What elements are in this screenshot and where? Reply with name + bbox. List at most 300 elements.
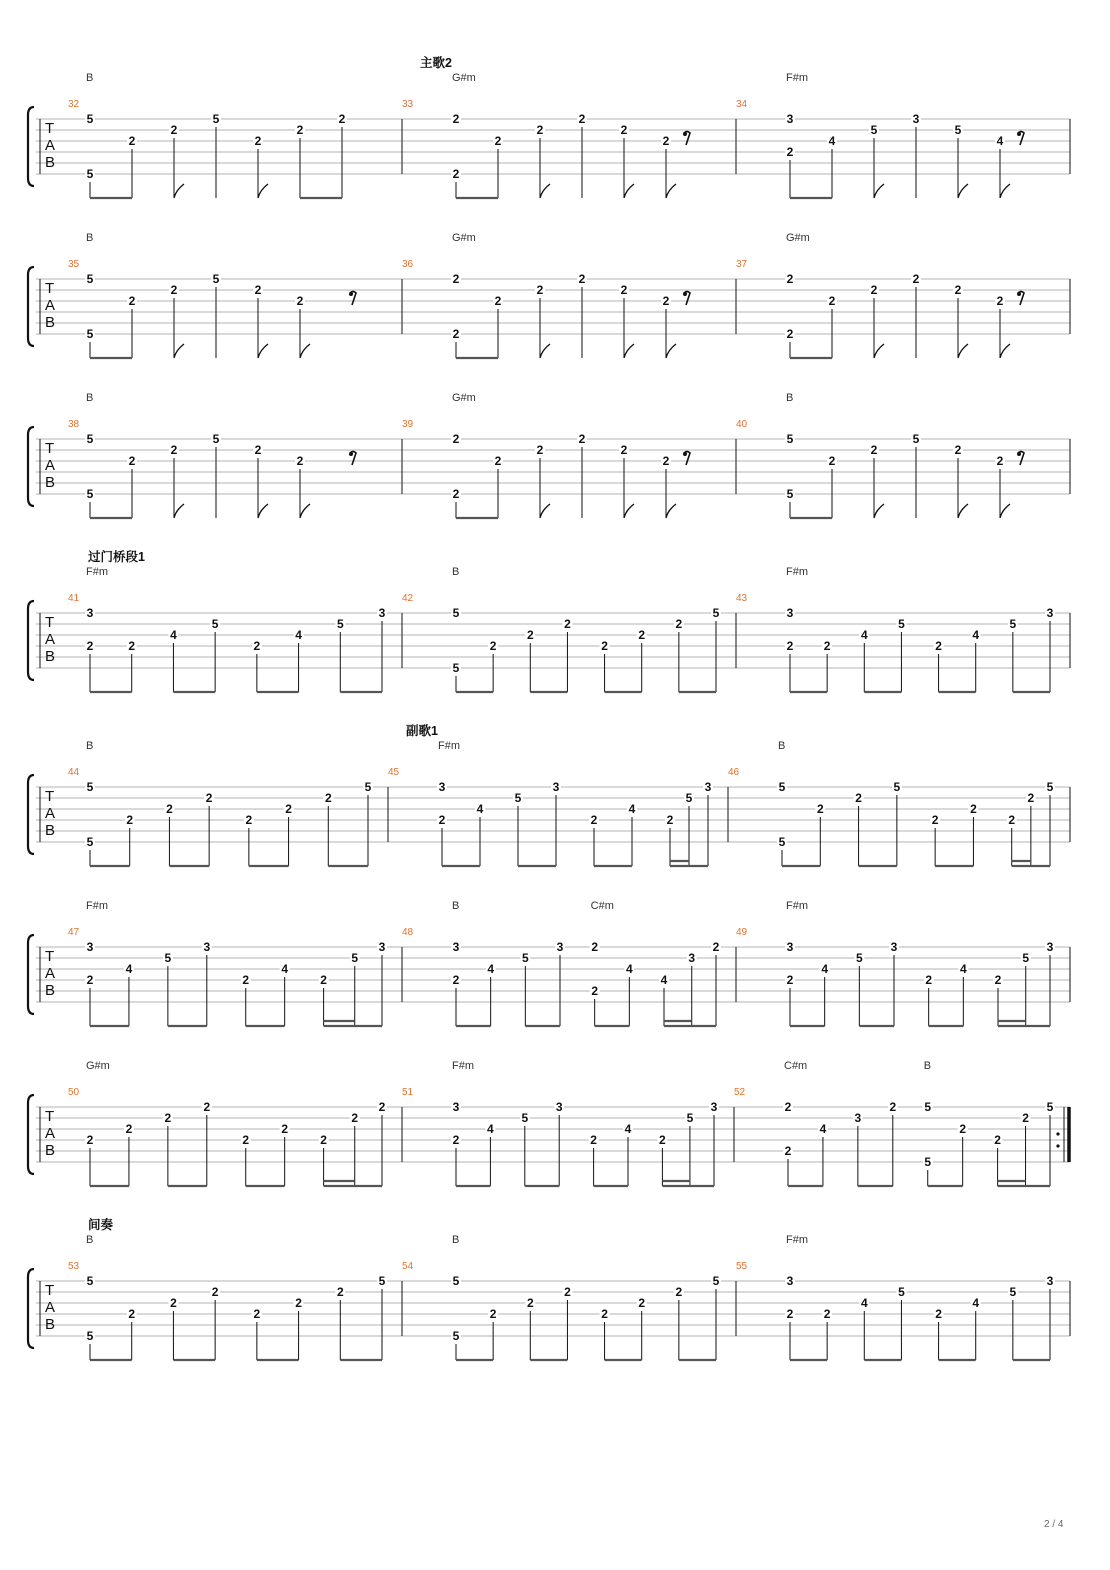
chord-name: B (86, 232, 94, 244)
fret-number: 5 (712, 1274, 720, 1288)
fret-number: 3 (555, 1100, 563, 1114)
fret-number: 3 (1046, 940, 1054, 954)
fret-number: 2 (452, 487, 460, 501)
note-flag (540, 184, 550, 198)
fret-number: 5 (778, 835, 786, 849)
fret-number: 4 (487, 962, 495, 976)
fret-number: 2 (203, 1100, 211, 1114)
fret-number: 3 (1046, 606, 1054, 620)
note-flag (540, 344, 550, 358)
fret-number: 2 (870, 443, 878, 457)
fret-number: 2 (590, 813, 598, 827)
fret-number: 2 (578, 272, 586, 286)
fret-number: 4 (628, 802, 636, 816)
fret-number: 2 (675, 617, 683, 631)
fret-number: 2 (320, 973, 327, 987)
chord-name: B (786, 392, 794, 404)
fret-number: 5 (211, 617, 219, 631)
tab-clef-letter: B (45, 982, 56, 999)
fret-number: 5 (351, 951, 359, 965)
fret-number: 2 (296, 294, 304, 308)
fret-number: 2 (823, 639, 831, 653)
bar-number: 53 (68, 1261, 80, 1272)
fret-number: 2 (959, 1122, 967, 1136)
fret-number: 2 (170, 1296, 177, 1310)
fret-number: 2 (994, 973, 1002, 987)
fret-number: 5 (86, 272, 94, 286)
fret-number: 2 (536, 123, 544, 137)
fret-number: 2 (242, 973, 250, 987)
fret-number: 2 (452, 272, 460, 286)
fret-number: 2 (126, 813, 134, 827)
fret-number: 3 (710, 1100, 718, 1114)
fret-number: 2 (675, 1285, 683, 1299)
fret-number: 2 (996, 294, 1004, 308)
fret-number: 2 (438, 813, 446, 827)
note-flag (174, 344, 184, 358)
fret-number: 2 (1008, 813, 1016, 827)
fret-number: 2 (784, 1144, 792, 1158)
chord-name: B (778, 740, 786, 752)
fret-number: 2 (526, 1296, 534, 1310)
fret-number: 4 (281, 962, 289, 976)
fret-number: 5 (86, 1274, 94, 1288)
tab-system (28, 392, 1070, 518)
fret-number: 2 (378, 1100, 386, 1114)
fret-number: 2 (296, 123, 304, 137)
fret-number: 2 (86, 639, 94, 653)
fret-number: 2 (712, 940, 720, 954)
fret-number: 2 (489, 1307, 497, 1321)
fret-number: 2 (816, 802, 824, 816)
tab-clef-letter: A (45, 631, 56, 648)
fret-number: 3 (452, 1100, 460, 1114)
fret-number: 3 (203, 940, 211, 954)
fret-number: 2 (254, 134, 262, 148)
note-flag (258, 504, 268, 518)
fret-number: 2 (452, 167, 460, 181)
fret-number: 4 (819, 1122, 827, 1136)
fret-number: 2 (578, 432, 586, 446)
fret-number: 5 (786, 487, 794, 501)
fret-number: 5 (686, 1111, 694, 1125)
fret-number: 4 (860, 1296, 868, 1310)
fret-number: 5 (164, 951, 172, 965)
fret-number: 2 (128, 1307, 136, 1321)
eighth-rest-dot (349, 452, 353, 456)
fret-number: 2 (786, 272, 794, 286)
fret-number: 2 (128, 134, 136, 148)
fret-number: 2 (996, 454, 1004, 468)
fret-number: 2 (296, 454, 304, 468)
fret-number: 2 (786, 145, 794, 159)
note-flag (624, 184, 634, 198)
fret-number: 2 (970, 802, 977, 816)
fret-number: 2 (662, 294, 670, 308)
chord-name: F#m (786, 900, 808, 912)
fret-number: 5 (212, 272, 220, 286)
fret-number: 2 (590, 1133, 597, 1147)
fret-number: 5 (870, 123, 878, 137)
note-flag (666, 504, 676, 518)
fret-number: 2 (86, 1133, 94, 1147)
bar-number: 50 (68, 1087, 80, 1098)
fret-number: 3 (378, 940, 386, 954)
fret-number: 2 (536, 283, 544, 297)
fret-number: 2 (620, 283, 628, 297)
bar-number: 41 (68, 593, 80, 604)
fret-number: 2 (285, 802, 292, 816)
tab-system (28, 232, 1070, 358)
tab-clef-letter: B (45, 1142, 56, 1159)
chord-name: F#m (438, 740, 460, 752)
tab-clef-letter: B (45, 1316, 56, 1333)
fret-number: 5 (1022, 951, 1030, 965)
fret-number: 2 (245, 813, 253, 827)
tab-system (28, 1060, 1070, 1186)
fret-number: 3 (552, 780, 560, 794)
fret-number: 5 (336, 617, 344, 631)
fret-number: 2 (254, 443, 262, 457)
fret-number: 2 (786, 327, 794, 341)
bar-number: 51 (402, 1087, 414, 1098)
note-flag (174, 184, 184, 198)
tab-system (28, 900, 1070, 1026)
fret-number: 2 (295, 1296, 302, 1310)
fret-number: 2 (452, 1133, 460, 1147)
fret-number: 3 (912, 112, 920, 126)
chord-name: F#m (86, 900, 108, 912)
fret-number: 2 (786, 973, 794, 987)
fret-number: 2 (935, 1307, 942, 1321)
fret-number: 3 (1046, 1274, 1054, 1288)
bar-number: 34 (736, 99, 748, 110)
fret-number: 4 (959, 962, 967, 976)
fret-number: 5 (364, 780, 372, 794)
fret-number: 2 (925, 973, 933, 987)
bar-number: 39 (402, 419, 414, 430)
fret-number: 5 (893, 780, 901, 794)
fret-number: 2 (452, 112, 460, 126)
fret-number: 2 (205, 791, 213, 805)
fret-number: 2 (166, 802, 173, 816)
chord-name: F#m (786, 1234, 808, 1246)
fret-number: 2 (324, 791, 332, 805)
system-bracket (28, 1095, 34, 1174)
chord-name: B (86, 392, 94, 404)
page-number: 2 / 4 (1044, 1519, 1064, 1530)
system-bracket (28, 427, 34, 506)
fret-number: 2 (351, 1111, 359, 1125)
chord-name: B (86, 1234, 94, 1246)
fret-number: 5 (86, 780, 94, 794)
chord-name: C#m (590, 900, 614, 912)
tab-clef-letter: B (45, 822, 56, 839)
fret-number: 2 (170, 443, 178, 457)
bar-number: 40 (736, 419, 748, 430)
fret-number: 2 (320, 1133, 327, 1147)
fret-number: 4 (972, 1296, 980, 1310)
eighth-rest-dot (683, 452, 687, 456)
fret-number: 2 (786, 1307, 794, 1321)
fret-number: 2 (253, 639, 261, 653)
fret-number: 2 (86, 973, 94, 987)
fret-number: 2 (784, 1100, 792, 1114)
section-label: 主歌2 (420, 56, 452, 70)
fret-number: 5 (521, 951, 529, 965)
note-flag (666, 344, 676, 358)
fret-number: 3 (786, 940, 794, 954)
system-bracket (28, 775, 34, 854)
system-bracket (28, 267, 34, 346)
note-flag (624, 344, 634, 358)
fret-number: 2 (591, 984, 599, 998)
fret-number: 3 (854, 1111, 862, 1125)
fret-number: 2 (638, 628, 646, 642)
fret-number: 4 (821, 962, 829, 976)
bar-number: 33 (402, 99, 414, 110)
bar-number: 55 (736, 1261, 748, 1272)
fret-number: 5 (452, 1329, 460, 1343)
fret-number: 5 (378, 1274, 386, 1288)
fret-number: 5 (786, 432, 794, 446)
note-flag (258, 344, 268, 358)
bar-number: 52 (734, 1087, 746, 1098)
fret-number: 5 (898, 1285, 905, 1299)
note-flag (1000, 184, 1010, 198)
note-flag (874, 504, 884, 518)
bar-number: 35 (68, 259, 80, 270)
fret-number: 2 (564, 617, 571, 631)
fret-number: 2 (254, 283, 262, 297)
fret-number: 2 (242, 1133, 250, 1147)
chord-name: G#m (452, 232, 476, 244)
fret-number: 2 (662, 134, 670, 148)
bar-number: 42 (402, 593, 414, 604)
note-flag (958, 184, 968, 198)
bar-number: 43 (736, 593, 748, 604)
fret-number: 2 (931, 813, 939, 827)
chord-name: G#m (452, 72, 476, 84)
fret-number: 2 (494, 454, 502, 468)
fret-number: 2 (170, 283, 178, 297)
note-flag (300, 344, 310, 358)
note-flag (174, 504, 184, 518)
fret-number: 2 (666, 813, 674, 827)
note-flag (540, 504, 550, 518)
chord-name: C#m (784, 1060, 808, 1072)
note-flag (958, 504, 968, 518)
fret-number: 2 (526, 628, 534, 642)
tab-clef-letter: T (45, 1282, 55, 1299)
tab-clef-letter: A (45, 805, 56, 822)
fret-number: 5 (86, 1329, 94, 1343)
chord-name: F#m (86, 566, 108, 578)
fret-number: 5 (86, 487, 94, 501)
tab-clef-letter: B (45, 314, 56, 331)
tab-system (28, 723, 1070, 866)
tab-clef-letter: B (45, 474, 56, 491)
fret-number: 4 (972, 628, 980, 642)
chord-name: B (923, 1060, 932, 1072)
fret-number: 4 (996, 134, 1004, 148)
fret-number: 5 (778, 780, 786, 794)
chord-name: G#m (86, 1060, 110, 1072)
fret-number: 3 (86, 606, 94, 620)
tab-clef-letter: T (45, 440, 55, 457)
fret-number: 2 (662, 454, 670, 468)
fret-number: 5 (452, 661, 460, 675)
eighth-rest-dot (349, 292, 353, 296)
fret-number: 3 (786, 1274, 794, 1288)
fret-number: 5 (86, 327, 94, 341)
tab-clef-letter: T (45, 1108, 55, 1125)
eighth-rest-dot (683, 292, 687, 296)
eighth-rest-dot (1017, 132, 1021, 136)
fret-number: 5 (1046, 780, 1054, 794)
section-label: 过门桥段1 (88, 550, 145, 564)
fret-number: 5 (1009, 617, 1017, 631)
chord-name: F#m (452, 1060, 474, 1072)
fret-number: 4 (860, 628, 868, 642)
fret-number: 2 (994, 1133, 1001, 1147)
fret-number: 3 (786, 606, 794, 620)
tab-system (28, 1217, 1070, 1360)
fret-number: 2 (620, 443, 628, 457)
tab-clef-letter: A (45, 297, 56, 314)
note-flag (1000, 344, 1010, 358)
bar-number: 38 (68, 419, 80, 430)
fret-number: 4 (476, 802, 484, 816)
fret-number: 2 (870, 283, 878, 297)
chord-name: B (86, 72, 94, 84)
fret-number: 2 (1022, 1111, 1029, 1125)
fret-number: 3 (786, 112, 794, 126)
fret-number: 2 (786, 639, 794, 653)
fret-number: 5 (1009, 1285, 1017, 1299)
chord-name: B (452, 1234, 460, 1246)
fret-number: 2 (536, 443, 544, 457)
chord-name: G#m (786, 232, 810, 244)
fret-number: 2 (601, 1307, 608, 1321)
fret-number: 5 (86, 112, 94, 126)
fret-number: 4 (295, 628, 302, 642)
fret-number: 5 (924, 1155, 932, 1169)
fret-number: 2 (452, 432, 460, 446)
tab-system (28, 549, 1070, 692)
fret-number: 5 (86, 432, 94, 446)
system-bracket (28, 935, 34, 1014)
note-flag (624, 504, 634, 518)
fret-number: 2 (638, 1296, 646, 1310)
tab-clef-letter: A (45, 457, 56, 474)
tab-clef-letter: T (45, 280, 55, 297)
note-flag (874, 184, 884, 198)
tab-clef-letter: B (45, 648, 56, 665)
bar-number: 54 (402, 1261, 414, 1272)
chord-name: G#m (452, 392, 476, 404)
fret-number: 3 (86, 940, 94, 954)
fret-number: 2 (591, 940, 599, 954)
system-bracket (28, 1269, 34, 1348)
fret-number: 2 (823, 1307, 831, 1321)
tab-system (28, 55, 1070, 198)
bar-number: 37 (736, 259, 748, 270)
eighth-rest-dot (1017, 452, 1021, 456)
fret-number: 2 (253, 1307, 261, 1321)
bar-number: 49 (736, 927, 748, 938)
fret-number: 5 (86, 167, 94, 181)
system-bracket (28, 107, 34, 186)
fret-number: 2 (164, 1111, 172, 1125)
fret-number: 5 (1046, 1100, 1054, 1114)
fret-number: 5 (912, 432, 920, 446)
chord-name: B (452, 900, 460, 912)
tab-clef-letter: T (45, 788, 55, 805)
fret-number: 4 (624, 1122, 632, 1136)
fret-number: 2 (912, 272, 920, 286)
fret-number: 3 (688, 951, 696, 965)
fret-number: 2 (828, 454, 836, 468)
fret-number: 5 (954, 123, 962, 137)
fret-number: 2 (564, 1285, 571, 1299)
fret-number: 2 (336, 1285, 344, 1299)
tab-clef-letter: T (45, 120, 55, 137)
bar-number: 47 (68, 927, 80, 938)
fret-number: 2 (338, 112, 346, 126)
bar-number: 46 (728, 767, 740, 778)
fret-number: 4 (828, 134, 836, 148)
fret-number: 2 (281, 1122, 289, 1136)
chord-name: F#m (786, 72, 808, 84)
tab-clef-letter: A (45, 137, 56, 154)
section-label: 副歌1 (406, 724, 438, 738)
chord-name: B (452, 566, 460, 578)
fret-number: 5 (212, 432, 220, 446)
note-flag (300, 504, 310, 518)
fret-number: 5 (685, 791, 693, 805)
fret-number: 2 (128, 639, 136, 653)
tab-clef-letter: B (45, 154, 56, 171)
fret-number: 4 (660, 973, 668, 987)
bar-number: 36 (402, 259, 414, 270)
fret-number: 5 (452, 1274, 460, 1288)
fret-number: 2 (1027, 791, 1035, 805)
fret-number: 4 (625, 962, 633, 976)
fret-number: 5 (898, 617, 905, 631)
bar-number: 44 (68, 767, 80, 778)
fret-number: 2 (452, 327, 460, 341)
fret-number: 2 (170, 123, 178, 137)
tab-clef-letter: T (45, 614, 55, 631)
fret-number: 4 (487, 1122, 494, 1136)
fret-number: 3 (452, 940, 460, 954)
fret-number: 2 (578, 112, 586, 126)
fret-number: 5 (514, 791, 522, 805)
fret-number: 3 (438, 780, 446, 794)
fret-number: 3 (378, 606, 386, 620)
bar-number: 45 (388, 767, 400, 778)
fret-number: 2 (954, 283, 962, 297)
fret-number: 5 (452, 606, 460, 620)
note-flag (1000, 504, 1010, 518)
fret-number: 2 (601, 639, 608, 653)
chord-name: B (86, 740, 94, 752)
note-flag (958, 344, 968, 358)
fret-number: 4 (170, 628, 177, 642)
fret-number: 5 (924, 1100, 932, 1114)
note-flag (258, 184, 268, 198)
